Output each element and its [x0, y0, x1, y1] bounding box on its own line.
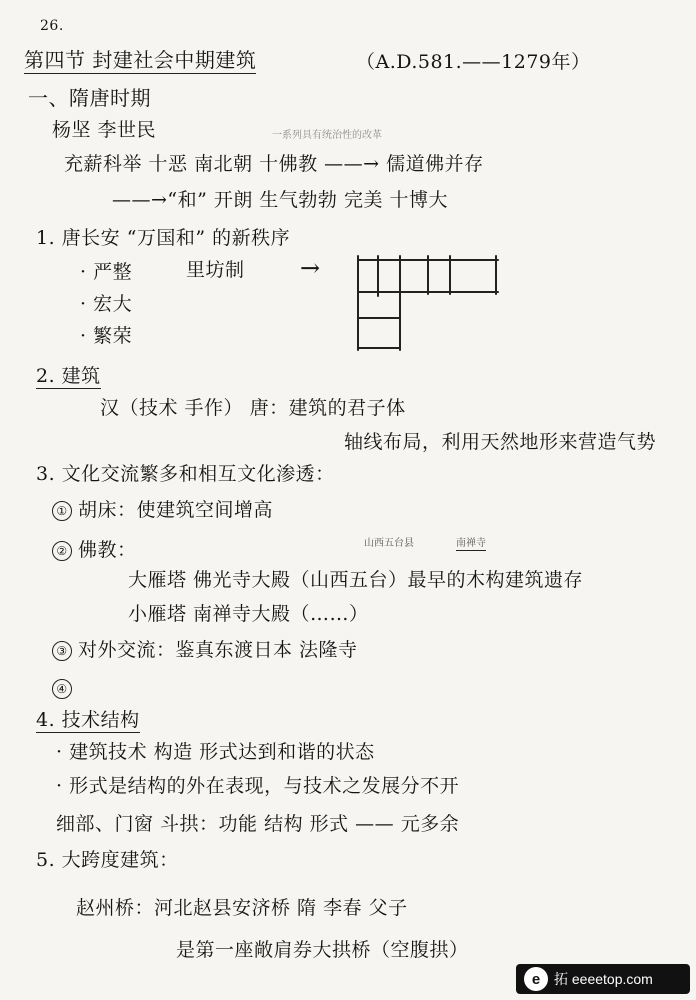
item1-bullet-3: · 繁荣 — [80, 325, 133, 347]
lifang-label: 里坊制 — [186, 259, 245, 281]
item3-line-3 — [52, 638, 358, 662]
watermark-text: 拓 eeeetop.com — [554, 971, 653, 987]
chapter-title-text: 第四节 封建社会中期建筑 — [24, 48, 257, 72]
item4-label — [36, 708, 140, 732]
section-heading: 一、隋唐时期 — [28, 86, 151, 110]
item4-line-b: · 形式是结构的外在表现，与技术之发展分不开 — [56, 775, 460, 797]
item4-label-text: 4. 技术结构 — [36, 709, 140, 731]
item5-line-b: 是第一座敞肩券大拱桥（空腹拱） — [176, 939, 469, 961]
rulers-line: 杨坚 李世民 — [52, 119, 157, 141]
item2-line-a: 汉（技术 手作） 唐：建筑的君子体 — [100, 397, 406, 419]
item3-line-1-text: 胡床：使建筑空间增高 — [78, 499, 274, 521]
buddhism-row-b: 小雁塔 南禅寺大殿（……） — [128, 603, 369, 625]
note-nanchan-text: 南禅寺 — [456, 538, 486, 549]
chapter-dates: （A.D.581.——1279年） — [356, 51, 591, 73]
note-nanchan — [456, 532, 486, 556]
item3-line-2 — [52, 538, 137, 562]
sec1-line-b: ——→“和” 开朗 生气勃勃 完美 十博大 — [112, 189, 449, 211]
item5-label: 5. 大跨度建筑： — [36, 849, 179, 871]
item1-bullet-2: · 宏大 — [80, 293, 133, 315]
buddhism-row-a: 大雁塔 佛光寺大殿（山西五台）最早的木构建筑遗存 — [128, 569, 584, 591]
item1-bullet-1: · 严整 — [80, 261, 133, 283]
item5-line-a: 赵州桥：河北赵县安济桥 隋 李春 父子 — [76, 897, 408, 919]
watermark-badge — [516, 964, 690, 994]
arrow-icon: → — [300, 254, 321, 282]
circle-number-1: ① — [52, 501, 72, 521]
item3-label: 3. 文化交流繁多和相互文化渗透： — [36, 463, 335, 485]
item2-label-text: 2. 建筑 — [36, 365, 101, 387]
item3-line-3-text: 对外交流：鉴真东渡日本 法隆寺 — [78, 639, 358, 661]
item3-line-1 — [52, 498, 273, 522]
chapter-title — [24, 48, 256, 72]
page-number: 26. — [40, 18, 64, 34]
faint-note: 一系列具有统治性的改革 — [272, 130, 382, 141]
item1-label: 1. 唐长安 “万国和” 的新秩序 — [36, 227, 291, 249]
item3-line-2-text: 佛教： — [78, 539, 137, 561]
circle-number-4: ④ — [52, 679, 72, 699]
item4-line-c: 细部、门窗 斗拱：功能 结构 形式 —— 元多余 — [56, 813, 460, 835]
lifang-grid-icon — [354, 256, 504, 352]
item3-line-4 — [52, 676, 78, 700]
site-logo-icon: e — [524, 967, 548, 991]
circle-number-3: ③ — [52, 641, 72, 661]
note-shanxi: 山西五台县 — [364, 538, 414, 549]
item2-line-b: 轴线布局，利用天然地形来营造气势 — [344, 431, 657, 453]
circle-number-2: ② — [52, 541, 72, 561]
item2-label — [36, 364, 101, 388]
item4-line-a: · 建筑技术 构造 形式达到和谐的状态 — [56, 741, 375, 763]
sec1-line-a: 充薪科举 十恶 南北朝 十佛教 ——→ 儒道佛并存 — [64, 153, 484, 175]
